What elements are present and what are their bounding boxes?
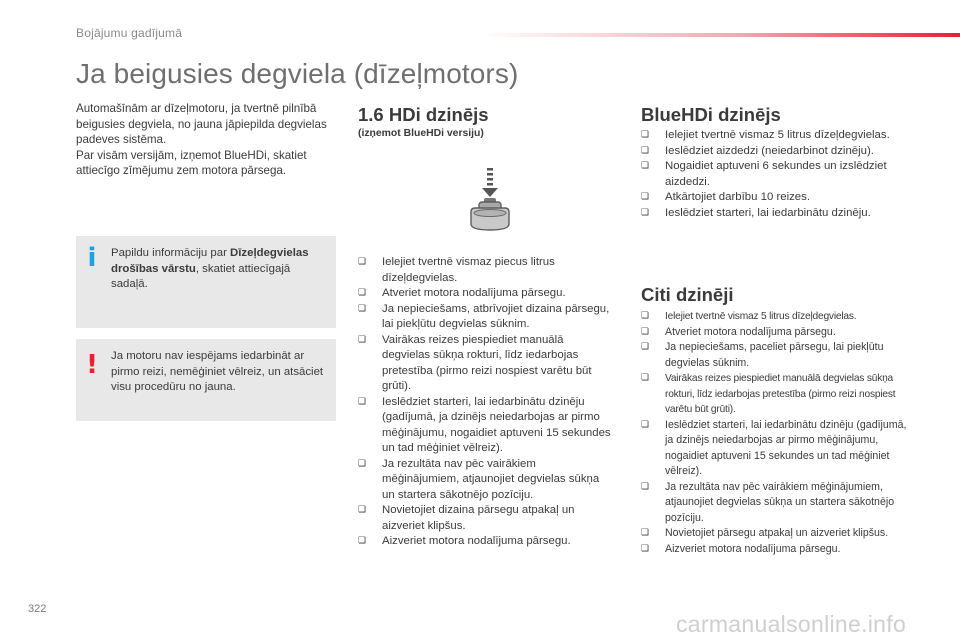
checkbox-bullet-icon: ❏ (358, 396, 367, 407)
info-text-bold: Dīzeļdegvielas drošības vārstu (111, 247, 309, 275)
list-item: ❏ Novietojiet pārsegu atpakaļ un aizveriet klipšus. (641, 526, 911, 542)
hdi-heading: 1.6 HDi dzinējs (358, 104, 489, 125)
hdi-note: (izņemot BlueHDi versiju) (358, 128, 484, 139)
checkbox-bullet-icon: ❏ (358, 288, 367, 298)
list-item: ❏ Aizveriet motora nodalījuma pārsegu. (358, 534, 614, 550)
info-box-text (111, 246, 329, 293)
checkbox-bullet-icon: ❏ (641, 192, 650, 202)
list-item: ❏ Ja rezultāta nav pēc vairākiem mēģinājumiem, atjaunojiet degvielas sūkņa un startera sākotnējo pozīciju. (358, 457, 600, 501)
intro-paragraph-1: Automašīnām ar dīzeļmotoru, ja tvertnē pilnībā beigusies degviela, no jauna jāpiepilda degvielas padeves sistēma. (76, 102, 327, 147)
info-text-before: Papildu informāciju par (111, 247, 231, 259)
checkbox-bullet-icon: ❏ (641, 543, 650, 554)
checkbox-bullet-icon: ❏ (641, 207, 650, 218)
warning-box-text: Ja motoru nav iespējams iedarbināt ar pirmo reizi, nemēģiniet vēlreiz, un atsāciet visu procedūru no jauna. (111, 350, 324, 394)
checkbox-bullet-icon: ❏ (641, 161, 650, 171)
list-item: ❏ Atkārtojiet darbību 10 reizes. (641, 190, 901, 206)
checkbox-bullet-icon: ❏ (641, 528, 650, 538)
info-text-after: , skatiet attiecīgajā sadaļā. (111, 262, 291, 291)
page-title: Ja beigusies degviela (dīzeļmotors) (76, 58, 519, 89)
list-item: ❏ Aizveriet motora nodalījuma pārsegu. (641, 542, 911, 558)
list-item: ❏ Ielejiet tvertnē vismaz piecus litrus dīzeļdegvielas. (358, 256, 555, 284)
checkbox-bullet-icon: ❏ (358, 505, 367, 515)
list-item: ❏ Atveriet motora nodalījuma pārsegu. (358, 286, 614, 302)
checkbox-bullet-icon: ❏ (358, 303, 367, 314)
list-item: ❏ Ielejiet tvertnē vismaz 5 litrus dīzeļdegvielas. (641, 128, 901, 144)
watermark: carmanualsonline.info (676, 611, 907, 637)
intro-text (76, 101, 342, 179)
checkbox-bullet-icon: ❏ (641, 373, 650, 383)
list-item: ❏ Ja nepieciešams, atbrīvojiet dizaina pārsegu, lai piekļūtu degvielas sūknim. (358, 302, 610, 330)
checkbox-bullet-icon: ❏ (358, 536, 367, 546)
checkbox-bullet-icon: ❏ (641, 130, 650, 140)
list-item: ❏ Ieslēdziet starteri, lai iedarbinātu dzinēju (gadījumā, ja dzinējs neiedarbojas ar pirmo mēģinājumu, nogaidiet aptuveni 15 sekundes un tad mēģiniet vēlreiz). (641, 418, 907, 477)
section-label: Bojājumu gadījumā (76, 26, 183, 40)
checkbox-bullet-icon: ❏ (358, 334, 367, 345)
warning-box (76, 339, 336, 421)
other-engines-steps (641, 309, 911, 557)
intro-paragraph-2: Par visām versijām, izņemot BlueHDi, skatiet attiecīgo zīmējumu zem motora pārsega. (76, 148, 307, 178)
bluehdi-heading: BlueHDi dzinējs (641, 104, 781, 125)
manual-fuel-pump-icon (468, 166, 512, 232)
checkbox-bullet-icon: ❏ (358, 458, 367, 469)
page-number: 322 (28, 603, 47, 615)
list-item: ❏ Novietojiet dizaina pārsegu atpakaļ un aizveriet klipšus. (358, 504, 575, 532)
checkbox-bullet-icon: ❏ (641, 145, 650, 156)
list-item: ❏ Ja rezultāta nav pēc vairākiem mēģinājumiem, atjaunojiet degvielas sūkņa un startera sākotnējo pozīciju. (641, 480, 895, 524)
checkbox-bullet-icon: ❏ (641, 481, 650, 492)
bluehdi-steps (641, 128, 901, 221)
hdi-steps (358, 255, 614, 550)
warning-icon: ! (86, 350, 98, 380)
info-box (76, 236, 336, 328)
list-item: ❏ Vairākas reizes piespiediet manuālā degvielas sūkņa rokturi, līdz iedarbojas pretestība (pirmo reizi nospiest varētu būt grūti). (358, 333, 592, 392)
checkbox-bullet-icon: ❏ (641, 419, 650, 430)
list-item: ❏ Ja nepieciešams, paceliet pārsegu, lai piekļūtu degvielas sūknim. (641, 341, 884, 369)
list-item: ❏ Atveriet motora nodalījuma pārsegu. (641, 325, 911, 341)
list-item: ❏ Ieslēdziet starteri, lai iedarbinātu dzinēju (gadījumā, ja dzinējs neiedarbojas ar pirmo mēģinājumu, nogaidiet aptuveni 15 sekundes un tad mēģiniet vēlreiz). (358, 395, 611, 454)
checkbox-bullet-icon: ❏ (641, 342, 650, 352)
list-item: ❏ Ieslēdziet starteri, lai iedarbinātu dzinēju. (641, 206, 901, 222)
checkbox-bullet-icon: ❏ (358, 257, 367, 267)
checkbox-bullet-icon: ❏ (641, 326, 650, 337)
list-item: ❏ Nogaidiet aptuveni 6 sekundes un izslēdziet aizdedzi. (641, 160, 887, 188)
checkbox-bullet-icon: ❏ (641, 311, 650, 321)
list-item: ❏ Ieslēdziet aizdedzi (neiedarbinot dzinēju). (641, 144, 901, 160)
list-item: ❏ Ielejiet tvertnē vismaz 5 litrus dīzeļdegvielas. (641, 309, 911, 325)
info-icon: i (87, 243, 97, 273)
list-item: ❏ Vairākas reizes piespiediet manuālā degvielas sūkņa rokturi, līdz iedarbojas pretestība (pirmo reizi nospiest varētu būt grūti). (641, 373, 896, 415)
other-engines-heading: Citi dzinēji (641, 284, 734, 305)
header-accent-rule (480, 33, 960, 37)
